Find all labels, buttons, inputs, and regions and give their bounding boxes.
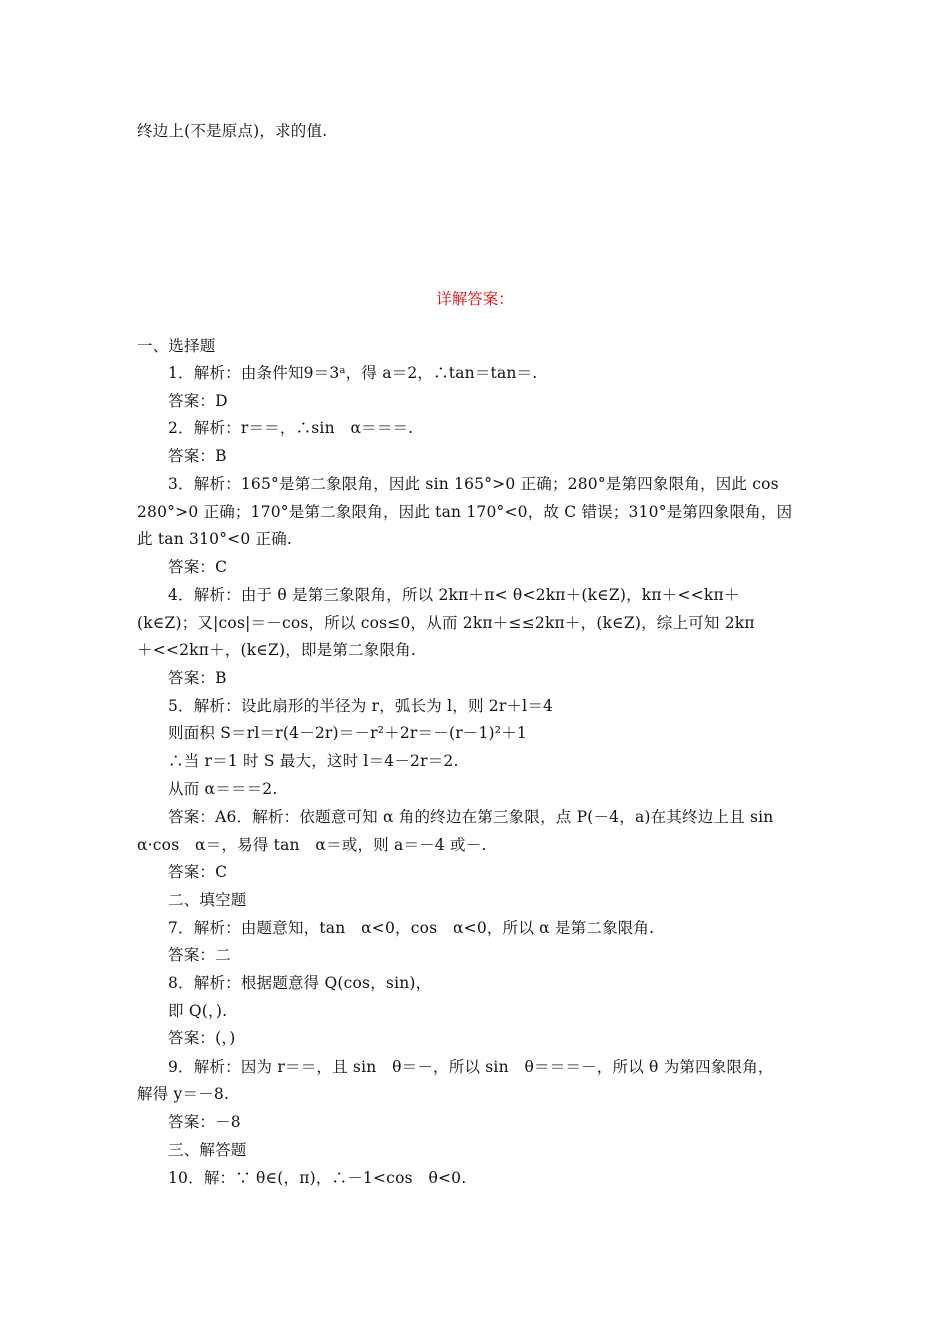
text-line: 9．解析：因为 r＝＝，且 sin θ＝－，所以 sin θ＝＝＝－，所以 θ 为第四象限角，: [168, 1058, 774, 1076]
intro-line: 终边上(不是原点)，求的值.: [137, 122, 328, 140]
text-line: 4．解析：由于 θ 是第三象限角，所以 2kπ＋π< θ<2kπ＋(k∈Z)，kπ＋<<kπ＋: [168, 586, 740, 604]
text-line: 3．解析：165°是第二象限角，因此 sin 165°>0 正确；280°是第四象限角，因此 cos: [168, 475, 779, 493]
text-line: 答案：B: [168, 447, 227, 465]
text-line: 答案：C: [168, 558, 228, 576]
text-line: (k∈Z)；又|cos|＝－cos，所以 cos≤0，从而 2kπ＋≤≤2kπ＋，(k∈Z)，综上可知 2kπ: [137, 614, 755, 632]
text-line: 答案：(，): [168, 1029, 236, 1047]
text-line: ∴当 r＝1 时 S 最大，这时 l＝4－2r＝2.: [168, 752, 459, 770]
text-line: 从而 α＝＝＝2.: [168, 780, 278, 798]
text-line: 1．解析：由条件知9＝3ᵃ，得 a＝2，∴tan＝tan＝.: [168, 364, 538, 382]
text-line: 8．解析：根据题意得 Q(cos，sin)，: [168, 974, 432, 992]
text-line: 答案：C: [168, 863, 228, 881]
text-line: 答案：二: [168, 946, 231, 964]
text-line: 7．解析：由题意知，tan α<0，cos α<0，所以 α 是第二象限角.: [168, 919, 655, 937]
text-line: 一、选择题: [137, 337, 216, 355]
text-line: 此 tan 310°<0 正确.: [137, 530, 293, 548]
text-line: 即 Q(，).: [168, 1002, 228, 1020]
text-line: 答案：B: [168, 669, 227, 687]
text-line: 答案：－8: [168, 1113, 241, 1131]
text-line: 三、解答题: [168, 1141, 247, 1159]
text-line: ＋<<2kπ＋，(k∈Z)，即是第二象限角.: [137, 641, 416, 659]
text-line: α·cos α＝，易得 tan α＝或，则 a＝－4 或－.: [137, 836, 487, 854]
text-line: 二、填空题: [168, 891, 247, 909]
text-line: 2．解析：r＝＝，∴sin α＝＝＝.: [168, 419, 414, 437]
text-line: 答案：D: [168, 392, 228, 410]
text-line: 答案：A6．解析：依题意可知 α 角的终边在第三象限，点 P(－4，a)在其终边上且 sin: [168, 808, 774, 826]
text-line: 10．解：∵ θ∈(，π)，∴－1<cos θ<0.: [168, 1169, 467, 1187]
text-line: 解得 y＝－8.: [137, 1085, 230, 1103]
text-line: 280°>0 正确；170°是第二象限角，因此 tan 170°<0，故 C 错误；310°是第四象限角，因: [137, 503, 793, 521]
answer-title: 详解答案：: [436, 290, 514, 308]
text-line: 5．解析：设此扇形的半径为 r，弧长为 l，则 2r＋l＝4: [168, 697, 554, 715]
text-line: 则面积 S＝rl＝r(4－2r)＝－r²＋2r＝－(r－1)²＋1: [168, 724, 527, 742]
